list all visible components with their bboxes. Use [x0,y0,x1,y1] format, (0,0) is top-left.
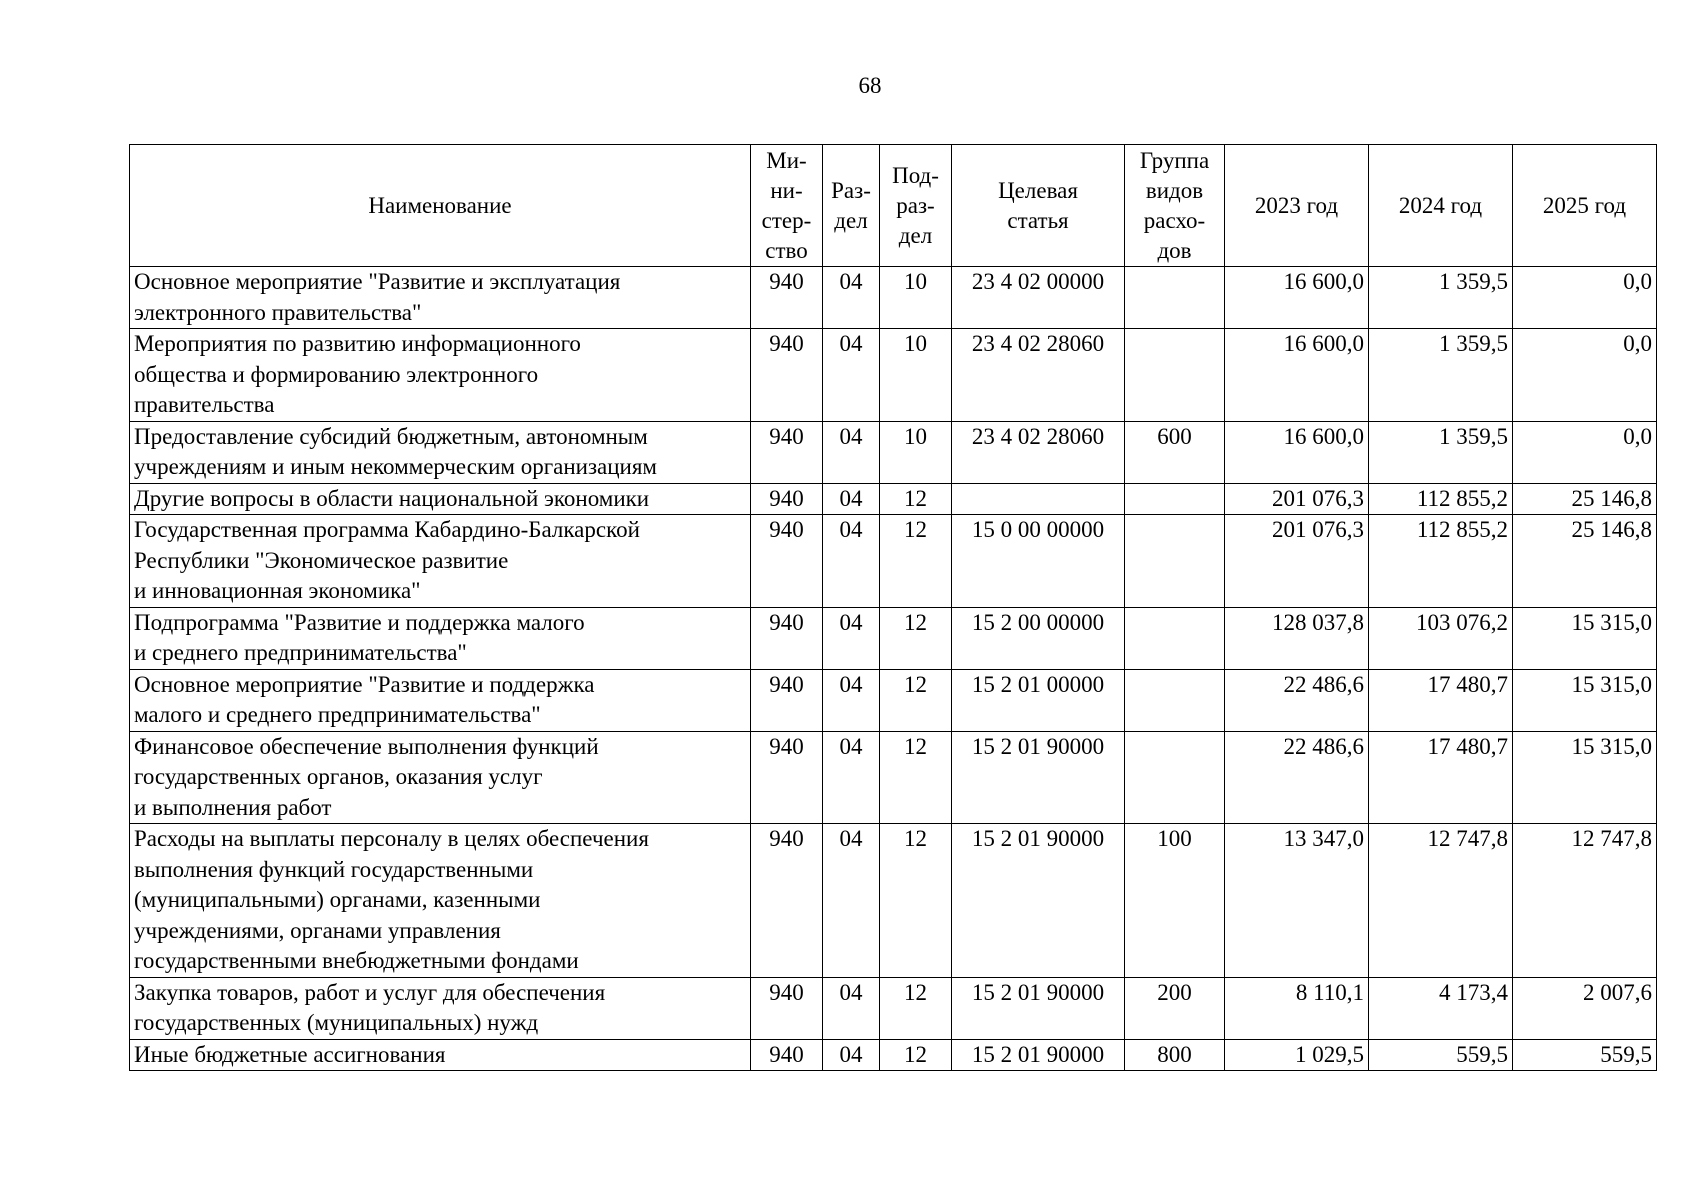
cell-ministry: 940 [751,267,823,329]
header-target-line: статья [1007,207,1069,233]
cell-2023: 22 486,6 [1225,731,1369,824]
table-row [130,824,1657,978]
cell-expense-group: 100 [1125,824,1225,978]
cell-2025: 0,0 [1513,267,1657,329]
cell-2024: 4 173,4 [1369,977,1513,1039]
cell-subsection: 12 [880,731,952,824]
cell-name [130,977,751,1039]
cell-section: 04 [823,267,880,329]
table-header-row [130,145,1657,267]
cell-section: 04 [823,731,880,824]
cell-2025: 0,0 [1513,421,1657,483]
table-body [130,267,1657,1071]
cell-name-line: Иные бюджетные ассигнования [134,1041,446,1067]
cell-expense-group: 800 [1125,1039,1225,1071]
header-section [823,145,880,267]
cell-name-line: Основное мероприятие "Развитие и эксплуатация [134,269,621,294]
cell-name [130,669,751,731]
header-subsection-line: Под- [892,162,939,188]
header-ministry-line: Ми- [766,147,807,173]
cell-name-line: Другие вопросы в области национальной экономики [134,485,650,511]
cell-name-line: и выполнения работ [134,794,332,820]
table-row [130,977,1657,1039]
cell-name-line: выполнения функций государственными [134,856,534,882]
cell-2025: 25 146,8 [1513,483,1657,515]
cell-target: 15 2 00 00000 [952,607,1125,669]
header-section-line: дел [834,207,868,233]
table-row [130,267,1657,329]
cell-subsection: 12 [880,483,952,515]
cell-name-line: общества и формированию электронного [134,361,539,387]
cell-subsection: 12 [880,515,952,608]
cell-section: 04 [823,669,880,731]
cell-target: 15 2 01 90000 [952,977,1125,1039]
cell-subsection: 12 [880,977,952,1039]
cell-ministry: 940 [751,731,823,824]
cell-2023: 201 076,3 [1225,515,1369,608]
cell-ministry: 940 [751,824,823,978]
table-row [130,421,1657,483]
cell-subsection: 12 [880,1039,952,1071]
cell-ministry: 940 [751,483,823,515]
cell-name-line: Расходы на выплаты персоналу в целях обеспечения [134,826,649,851]
cell-2025: 559,5 [1513,1039,1657,1071]
table-row [130,515,1657,608]
header-subsection-line: раз- [896,192,935,218]
header-section-line: Раз- [831,177,871,203]
cell-2025: 15 315,0 [1513,607,1657,669]
cell-expense-group: 200 [1125,977,1225,1039]
page-number: 68 [858,73,882,98]
cell-2023: 201 076,3 [1225,483,1369,515]
cell-2024: 1 359,5 [1369,421,1513,483]
cell-name-line: Предоставление субсидий бюджетным, автономным [134,423,648,449]
cell-2023: 16 600,0 [1225,421,1369,483]
cell-expense-group [1125,669,1225,731]
cell-name [130,731,751,824]
header-target-line: Целевая [998,177,1078,203]
header-subsection-line: дел [898,222,933,248]
header-subsection [880,145,952,267]
cell-expense-group [1125,267,1225,329]
cell-section: 04 [823,483,880,515]
cell-expense-group [1125,515,1225,608]
cell-target: 23 4 02 28060 [952,421,1125,483]
header-ministry-line: стер- [761,207,812,233]
cell-name-line: государственных (муниципальных) нужд [134,1010,539,1035]
header-expense-group-line: Группа [1139,147,1210,173]
table-row [130,669,1657,731]
cell-section: 04 [823,421,880,483]
cell-2024: 103 076,2 [1369,607,1513,669]
cell-section: 04 [823,329,880,422]
cell-ministry: 940 [751,329,823,422]
cell-ministry: 940 [751,607,823,669]
cell-expense-group [1125,731,1225,824]
cell-name [130,607,751,669]
cell-2023: 16 600,0 [1225,329,1369,422]
cell-2025: 12 747,8 [1513,824,1657,978]
cell-name-line: Подпрограмма "Развитие и поддержка малого [134,609,585,635]
cell-2025: 25 146,8 [1513,515,1657,608]
cell-name-line: малого и среднего предпринимательства" [134,702,541,727]
table-row [130,607,1657,669]
cell-name-line: Мероприятия по развитию информационного [134,331,581,356]
cell-name [130,329,751,422]
cell-name-line: (муниципальными) органами, казенными [134,887,541,912]
cell-2024: 1 359,5 [1369,329,1513,422]
cell-2025: 15 315,0 [1513,731,1657,824]
cell-target: 15 2 01 90000 [952,824,1125,978]
header-expense-group [1125,145,1225,267]
header-target [952,145,1125,267]
cell-target: 15 2 01 00000 [952,669,1125,731]
cell-name-line: электронного правительства" [134,299,422,325]
cell-subsection: 10 [880,267,952,329]
header-expense-group-line: видов [1145,177,1204,203]
cell-name-line: и инновационная экономика" [134,578,421,603]
cell-2024: 112 855,2 [1369,515,1513,608]
cell-name-line: Финансовое обеспечение выполнения функций [134,733,599,759]
cell-target: 15 2 01 90000 [952,731,1125,824]
table-row [130,1039,1657,1071]
cell-target [952,483,1125,515]
budget-table [129,144,1657,1071]
cell-2025: 2 007,6 [1513,977,1657,1039]
cell-2024: 559,5 [1369,1039,1513,1071]
cell-2023: 1 029,5 [1225,1039,1369,1071]
cell-2024: 17 480,7 [1369,731,1513,824]
header-ministry-line: ство [765,237,808,263]
cell-ministry: 940 [751,977,823,1039]
cell-name [130,824,751,978]
cell-target: 23 4 02 28060 [952,329,1125,422]
cell-2023: 128 037,8 [1225,607,1369,669]
cell-name [130,267,751,329]
cell-section: 04 [823,824,880,978]
cell-target: 15 0 00 00000 [952,515,1125,608]
cell-name-line: Закупка товаров, работ и услуг для обеспечения [134,979,606,1005]
cell-subsection: 12 [880,824,952,978]
cell-name-line: Основное мероприятие "Развитие и поддержка [134,671,595,697]
table-row [130,731,1657,824]
cell-name-line: и среднего предпринимательства" [134,640,467,665]
cell-expense-group [1125,329,1225,422]
cell-subsection: 10 [880,421,952,483]
cell-name [130,515,751,608]
cell-2023: 16 600,0 [1225,267,1369,329]
cell-ministry: 940 [751,1039,823,1071]
cell-2024: 17 480,7 [1369,669,1513,731]
cell-2025: 0,0 [1513,329,1657,422]
cell-section: 04 [823,607,880,669]
header-year-2023: 2023 год [1225,145,1369,267]
cell-target: 23 4 02 00000 [952,267,1125,329]
table-row [130,329,1657,422]
cell-section: 04 [823,977,880,1039]
cell-section: 04 [823,1039,880,1071]
header-expense-group-line: расхо- [1143,207,1206,233]
header-ministry-line: ни- [770,177,803,203]
cell-name-line: Республики "Экономическое развитие [134,547,509,573]
cell-section: 04 [823,515,880,608]
cell-2024: 112 855,2 [1369,483,1513,515]
cell-name-line: Государственная программа Кабардино-Балкарской [134,517,640,542]
cell-ministry: 940 [751,515,823,608]
header-ministry [751,145,823,267]
cell-target: 15 2 01 90000 [952,1039,1125,1071]
cell-2023: 8 110,1 [1225,977,1369,1039]
cell-name-line: учреждениями, органами управления [134,917,501,943]
cell-name-line: государственных органов, оказания услуг [134,764,543,789]
cell-name-line: государственными внебюджетными фондами [134,948,579,973]
cell-2025: 15 315,0 [1513,669,1657,731]
cell-name [130,421,751,483]
cell-2024: 12 747,8 [1369,824,1513,978]
cell-name-line: учреждениям и иным некоммерческим организациям [134,454,657,479]
header-name: Наименование [130,145,751,267]
cell-2023: 13 347,0 [1225,824,1369,978]
cell-ministry: 940 [751,421,823,483]
cell-subsection: 10 [880,329,952,422]
cell-expense-group [1125,607,1225,669]
cell-2023: 22 486,6 [1225,669,1369,731]
cell-expense-group: 600 [1125,421,1225,483]
cell-name [130,483,751,515]
cell-expense-group [1125,483,1225,515]
cell-name-line: правительства [134,392,275,417]
header-year-2024: 2024 год [1369,145,1513,267]
cell-ministry: 940 [751,669,823,731]
cell-subsection: 12 [880,669,952,731]
cell-subsection: 12 [880,607,952,669]
cell-2024: 1 359,5 [1369,267,1513,329]
header-expense-group-line: дов [1157,237,1192,263]
header-year-2025: 2025 год [1513,145,1657,267]
cell-name [130,1039,751,1071]
table-row [130,483,1657,515]
